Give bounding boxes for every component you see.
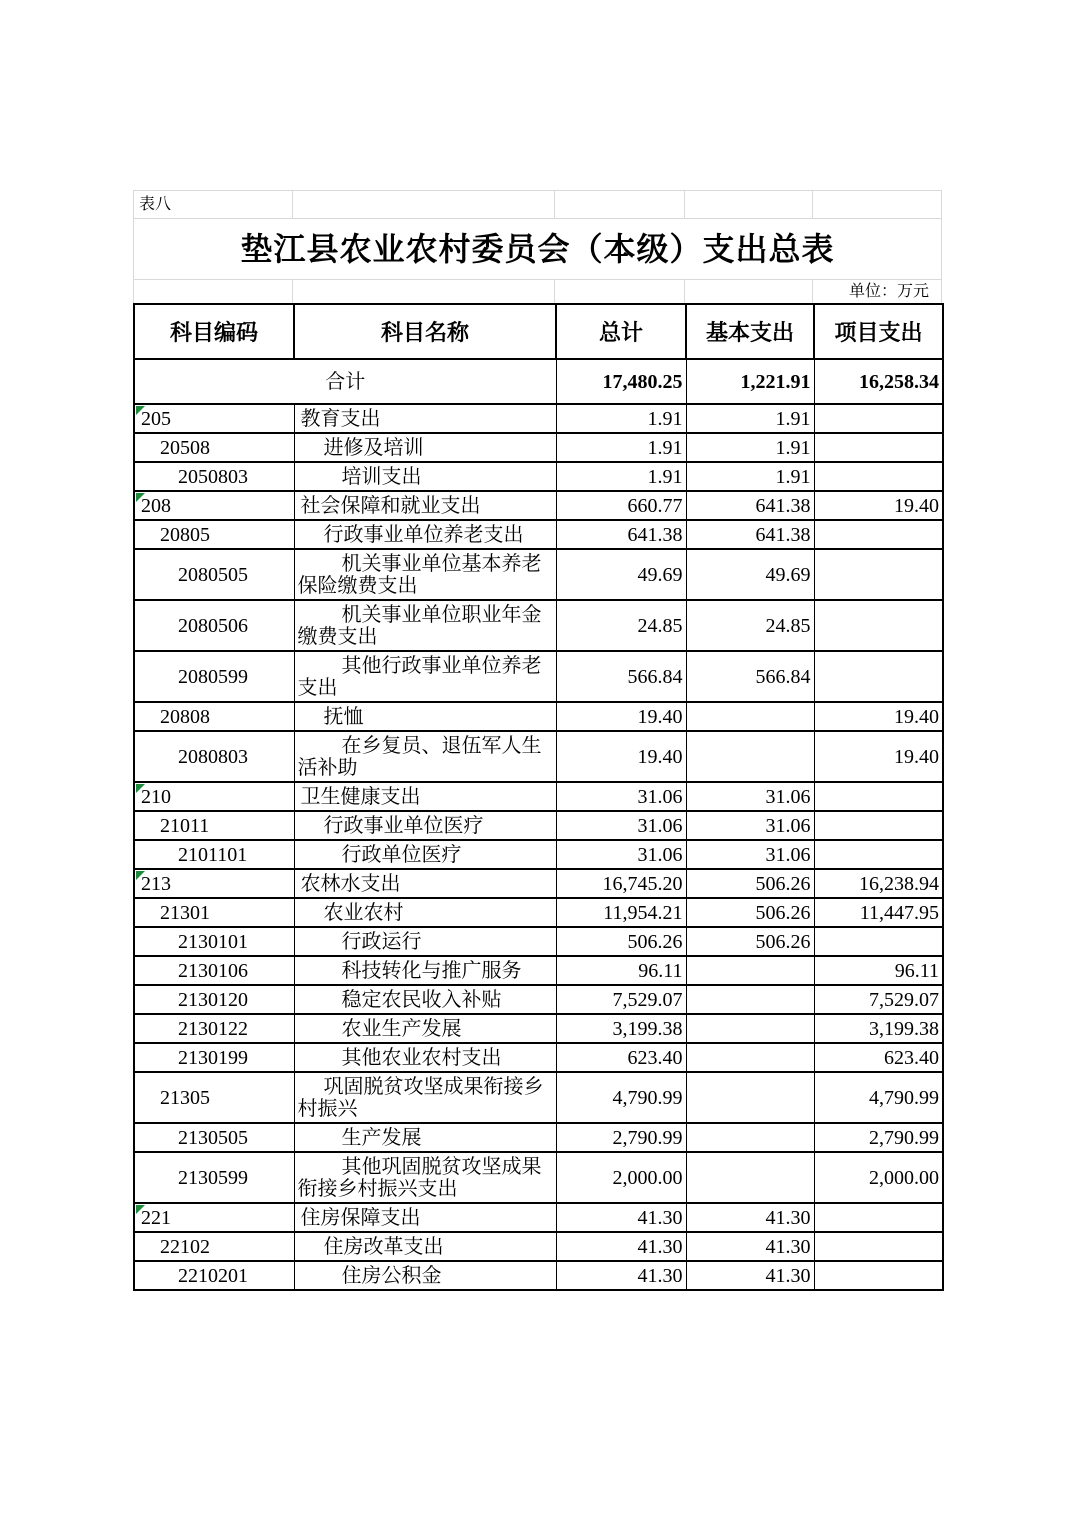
subject-code-cell: 2130120 bbox=[134, 985, 294, 1014]
table-row bbox=[134, 702, 943, 731]
table-row bbox=[134, 1261, 943, 1290]
col-header-subject-name: 科目名称 bbox=[294, 304, 556, 359]
grand-total-project: 16,258.34 bbox=[814, 359, 943, 404]
project-value-cell: 623.40 bbox=[814, 1043, 943, 1072]
table-row bbox=[134, 1043, 943, 1072]
subject-name-cell: 农业农村 bbox=[294, 898, 556, 927]
table-row bbox=[134, 956, 943, 985]
basic-value-cell: 24.85 bbox=[686, 600, 814, 651]
subject-code-cell: 21301 bbox=[134, 898, 294, 927]
total-value-cell: 660.77 bbox=[556, 491, 686, 520]
subject-code-cell: 210 bbox=[134, 782, 294, 811]
subject-code-cell: 2210201 bbox=[134, 1261, 294, 1290]
table-row bbox=[134, 985, 943, 1014]
subject-name-cell: 抚恤 bbox=[294, 702, 556, 731]
error-flag-icon bbox=[136, 871, 145, 880]
subject-code-cell: 2080505 bbox=[134, 549, 294, 600]
grand-total-label: 合计 bbox=[134, 359, 556, 404]
basic-value-cell bbox=[686, 956, 814, 985]
table-row bbox=[134, 462, 943, 491]
error-flag-icon bbox=[136, 493, 145, 502]
table-body bbox=[134, 359, 943, 1290]
subject-name-cell: 住房改革支出 bbox=[294, 1232, 556, 1261]
subject-code-cell: 2130599 bbox=[134, 1152, 294, 1203]
basic-value-cell: 41.30 bbox=[686, 1203, 814, 1232]
grand-total-row bbox=[134, 359, 943, 404]
project-value-cell: 4,790.99 bbox=[814, 1072, 943, 1123]
table-row bbox=[134, 731, 943, 782]
basic-value-cell: 506.26 bbox=[686, 869, 814, 898]
subject-name-cell: 教育支出 bbox=[294, 404, 556, 433]
empty-cell bbox=[293, 279, 555, 303]
basic-value-cell bbox=[686, 1014, 814, 1043]
total-value-cell: 41.30 bbox=[556, 1232, 686, 1261]
subject-name-cell: 机关事业单位基本养老保险缴费支出 bbox=[294, 549, 556, 600]
subject-name-cell: 行政事业单位养老支出 bbox=[294, 520, 556, 549]
unit-note-row bbox=[133, 279, 942, 303]
subject-name-cell: 稳定农民收入补贴 bbox=[294, 985, 556, 1014]
empty-cell bbox=[555, 190, 685, 218]
table-row bbox=[134, 869, 943, 898]
table-row bbox=[134, 1014, 943, 1043]
total-value-cell: 19.40 bbox=[556, 702, 686, 731]
basic-value-cell: 1.91 bbox=[686, 433, 814, 462]
subject-code-cell: 221 bbox=[134, 1203, 294, 1232]
total-value-cell: 2,790.99 bbox=[556, 1123, 686, 1152]
subject-name-cell: 住房公积金 bbox=[294, 1261, 556, 1290]
project-value-cell bbox=[814, 840, 943, 869]
project-value-cell: 16,238.94 bbox=[814, 869, 943, 898]
total-value-cell: 31.06 bbox=[556, 811, 686, 840]
basic-value-cell bbox=[686, 731, 814, 782]
basic-value-cell: 31.06 bbox=[686, 811, 814, 840]
total-value-cell: 2,000.00 bbox=[556, 1152, 686, 1203]
table-row bbox=[134, 898, 943, 927]
basic-value-cell: 566.84 bbox=[686, 651, 814, 702]
table-row bbox=[134, 1072, 943, 1123]
page-title: 垫江县农业农村委员会（本级）支出总表 bbox=[133, 218, 942, 279]
subject-code-cell: 205 bbox=[134, 404, 294, 433]
subject-name-cell: 其他巩固脱贫攻坚成果衔接乡村振兴支出 bbox=[294, 1152, 556, 1203]
subject-code-cell: 208 bbox=[134, 491, 294, 520]
subject-name-cell: 农业生产发展 bbox=[294, 1014, 556, 1043]
subject-code-cell: 213 bbox=[134, 869, 294, 898]
subject-name-cell: 生产发展 bbox=[294, 1123, 556, 1152]
subject-name-cell: 行政运行 bbox=[294, 927, 556, 956]
table-row bbox=[134, 491, 943, 520]
project-value-cell bbox=[814, 927, 943, 956]
basic-value-cell bbox=[686, 1072, 814, 1123]
total-value-cell: 24.85 bbox=[556, 600, 686, 651]
table-row bbox=[134, 520, 943, 549]
table-row bbox=[134, 549, 943, 600]
subject-name-cell: 卫生健康支出 bbox=[294, 782, 556, 811]
project-value-cell bbox=[814, 404, 943, 433]
total-value-cell: 641.38 bbox=[556, 520, 686, 549]
error-flag-icon bbox=[136, 406, 145, 415]
subject-name-cell: 农林水支出 bbox=[294, 869, 556, 898]
total-value-cell: 7,529.07 bbox=[556, 985, 686, 1014]
sheet-label: 表八 bbox=[139, 196, 172, 213]
subject-code-cell: 2130122 bbox=[134, 1014, 294, 1043]
subject-code-cell: 2080506 bbox=[134, 600, 294, 651]
basic-value-cell bbox=[686, 1152, 814, 1203]
col-header-total: 总计 bbox=[556, 304, 686, 359]
empty-cell bbox=[293, 190, 555, 218]
subject-code-cell: 2130106 bbox=[134, 956, 294, 985]
subject-name-cell: 机关事业单位职业年金缴费支出 bbox=[294, 600, 556, 651]
project-value-cell: 96.11 bbox=[814, 956, 943, 985]
total-value-cell: 11,954.21 bbox=[556, 898, 686, 927]
basic-value-cell bbox=[686, 1123, 814, 1152]
budget-sheet bbox=[133, 190, 942, 1291]
basic-value-cell: 1.91 bbox=[686, 462, 814, 491]
basic-value-cell: 49.69 bbox=[686, 549, 814, 600]
basic-value-cell: 31.06 bbox=[686, 840, 814, 869]
table-row bbox=[134, 840, 943, 869]
total-value-cell: 41.30 bbox=[556, 1261, 686, 1290]
basic-value-cell: 41.30 bbox=[686, 1261, 814, 1290]
basic-value-cell: 31.06 bbox=[686, 782, 814, 811]
subject-name-cell: 住房保障支出 bbox=[294, 1203, 556, 1232]
total-value-cell: 623.40 bbox=[556, 1043, 686, 1072]
subject-name-cell: 行政事业单位医疗 bbox=[294, 811, 556, 840]
subject-name-cell: 培训支出 bbox=[294, 462, 556, 491]
error-flag-icon bbox=[136, 1205, 145, 1214]
total-value-cell: 96.11 bbox=[556, 956, 686, 985]
col-header-basic-expense: 基本支出 bbox=[686, 304, 814, 359]
total-value-cell: 41.30 bbox=[556, 1203, 686, 1232]
table-row bbox=[134, 433, 943, 462]
subject-code-cell: 20808 bbox=[134, 702, 294, 731]
table-row bbox=[134, 811, 943, 840]
project-value-cell bbox=[814, 600, 943, 651]
sheet-header-area bbox=[133, 190, 942, 303]
subject-name-cell: 科技转化与推广服务 bbox=[294, 956, 556, 985]
project-value-cell bbox=[814, 1203, 943, 1232]
basic-value-cell: 506.26 bbox=[686, 927, 814, 956]
total-value-cell: 3,199.38 bbox=[556, 1014, 686, 1043]
subject-name-cell: 行政单位医疗 bbox=[294, 840, 556, 869]
subject-code-cell: 20508 bbox=[134, 433, 294, 462]
project-value-cell bbox=[814, 462, 943, 491]
table-row bbox=[134, 1232, 943, 1261]
subject-code-cell: 22102 bbox=[134, 1232, 294, 1261]
total-value-cell: 4,790.99 bbox=[556, 1072, 686, 1123]
project-value-cell: 19.40 bbox=[814, 702, 943, 731]
table-row bbox=[134, 600, 943, 651]
project-value-cell: 2,790.99 bbox=[814, 1123, 943, 1152]
project-value-cell: 19.40 bbox=[814, 731, 943, 782]
project-value-cell: 3,199.38 bbox=[814, 1014, 943, 1043]
expenditure-table bbox=[133, 303, 944, 1291]
subject-code-cell: 2080599 bbox=[134, 651, 294, 702]
total-value-cell: 19.40 bbox=[556, 731, 686, 782]
subject-code-cell: 2130101 bbox=[134, 927, 294, 956]
empty-cell bbox=[555, 279, 685, 303]
subject-name-cell: 其他行政事业单位养老支出 bbox=[294, 651, 556, 702]
total-value-cell: 1.91 bbox=[556, 404, 686, 433]
subject-code-cell: 2130199 bbox=[134, 1043, 294, 1072]
total-value-cell: 1.91 bbox=[556, 433, 686, 462]
subject-code-cell: 2101101 bbox=[134, 840, 294, 869]
total-value-cell: 16,745.20 bbox=[556, 869, 686, 898]
subject-code-cell: 2080803 bbox=[134, 731, 294, 782]
basic-value-cell: 506.26 bbox=[686, 898, 814, 927]
col-header-project-expense: 项目支出 bbox=[814, 304, 943, 359]
empty-cell bbox=[133, 279, 293, 303]
total-value-cell: 49.69 bbox=[556, 549, 686, 600]
basic-value-cell bbox=[686, 702, 814, 731]
project-value-cell bbox=[814, 433, 943, 462]
subject-code-cell: 2050803 bbox=[134, 462, 294, 491]
total-value-cell: 566.84 bbox=[556, 651, 686, 702]
basic-value-cell bbox=[686, 1043, 814, 1072]
grand-total-basic: 1,221.91 bbox=[686, 359, 814, 404]
subject-name-cell: 社会保障和就业支出 bbox=[294, 491, 556, 520]
table-row bbox=[134, 404, 943, 433]
subject-code-cell: 21305 bbox=[134, 1072, 294, 1123]
basic-value-cell: 641.38 bbox=[686, 491, 814, 520]
project-value-cell bbox=[814, 1261, 943, 1290]
sheet-label-row bbox=[133, 190, 942, 218]
basic-value-cell bbox=[686, 985, 814, 1014]
table-row bbox=[134, 927, 943, 956]
project-value-cell bbox=[814, 651, 943, 702]
table-row bbox=[134, 782, 943, 811]
subject-code-cell: 2130505 bbox=[134, 1123, 294, 1152]
table-row bbox=[134, 1123, 943, 1152]
subject-name-cell: 进修及培训 bbox=[294, 433, 556, 462]
basic-value-cell: 641.38 bbox=[686, 520, 814, 549]
project-value-cell bbox=[814, 782, 943, 811]
total-value-cell: 31.06 bbox=[556, 840, 686, 869]
basic-value-cell: 41.30 bbox=[686, 1232, 814, 1261]
project-value-cell bbox=[814, 811, 943, 840]
table-row bbox=[134, 1203, 943, 1232]
col-header-subject-code: 科目编码 bbox=[134, 304, 294, 359]
table-row bbox=[134, 651, 943, 702]
project-value-cell bbox=[814, 520, 943, 549]
empty-cell bbox=[685, 190, 813, 218]
project-value-cell: 7,529.07 bbox=[814, 985, 943, 1014]
unit-note: 单位：万元 bbox=[813, 279, 942, 303]
sheet-label-cell bbox=[133, 190, 293, 218]
project-value-cell: 11,447.95 bbox=[814, 898, 943, 927]
project-value-cell: 2,000.00 bbox=[814, 1152, 943, 1203]
project-value-cell bbox=[814, 1232, 943, 1261]
subject-name-cell: 巩固脱贫攻坚成果衔接乡村振兴 bbox=[294, 1072, 556, 1123]
basic-value-cell: 1.91 bbox=[686, 404, 814, 433]
grand-total-total: 17,480.25 bbox=[556, 359, 686, 404]
error-flag-icon bbox=[136, 784, 145, 793]
subject-code-cell: 20805 bbox=[134, 520, 294, 549]
table-row bbox=[134, 1152, 943, 1203]
total-value-cell: 31.06 bbox=[556, 782, 686, 811]
total-value-cell: 506.26 bbox=[556, 927, 686, 956]
total-value-cell: 1.91 bbox=[556, 462, 686, 491]
empty-cell bbox=[813, 190, 942, 218]
subject-code-cell: 21011 bbox=[134, 811, 294, 840]
empty-cell bbox=[685, 279, 813, 303]
subject-name-cell: 其他农业农村支出 bbox=[294, 1043, 556, 1072]
subject-name-cell: 在乡复员、退伍军人生活补助 bbox=[294, 731, 556, 782]
project-value-cell: 19.40 bbox=[814, 491, 943, 520]
header-row bbox=[134, 304, 943, 359]
project-value-cell bbox=[814, 549, 943, 600]
